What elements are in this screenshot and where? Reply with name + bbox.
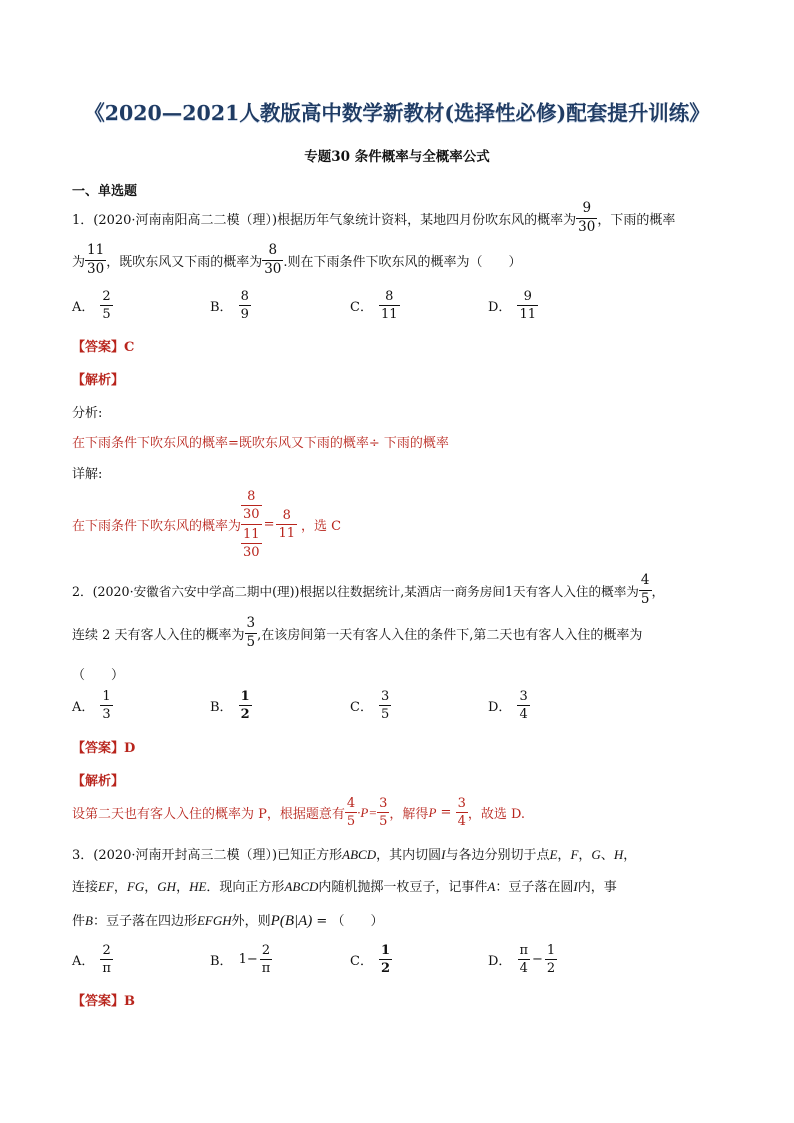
frac-den: π [102, 961, 111, 976]
q3-text: ：豆子落在圆 [495, 880, 574, 895]
frac-den: 5 [246, 633, 256, 650]
q3-text: 、 [600, 848, 614, 863]
frac-den: 2 [380, 961, 390, 976]
option-fraction [100, 690, 112, 721]
option-fraction [260, 944, 273, 975]
option-fraction [239, 690, 252, 721]
option-label: C． [350, 300, 373, 315]
option-fraction [517, 290, 538, 321]
option-label: D． [488, 954, 512, 969]
q3-text: ， [623, 848, 637, 863]
frac-8-11 [276, 509, 297, 540]
frac-num: π [519, 943, 528, 958]
frac-num: 2 [102, 289, 111, 304]
equals-sign: = [263, 517, 275, 532]
q1-stem-part2: ，下雨的概率 [597, 212, 676, 228]
q2-solution-mid: ·P= [357, 804, 378, 820]
q3-var: I [573, 879, 578, 894]
frac-num: 8 [268, 242, 278, 258]
q2-fraction-4-5 [639, 574, 652, 606]
document-title: 《2020—2021人教版高中数学新教材(选择性必修)配套提升训练》 [84, 101, 710, 125]
q3-var: HE [189, 879, 207, 894]
frac-num: 9 [523, 289, 532, 304]
frac-den: 30 [264, 260, 282, 277]
q1-detail [72, 490, 341, 559]
topic-subtitle: 专题30 条件概率与全概率公式 [304, 149, 490, 165]
section-heading: 一、单选题 [72, 184, 138, 199]
frac-num: 3 [379, 796, 388, 811]
q3-text: 连接 [72, 880, 99, 895]
frac-den: 30 [243, 545, 260, 560]
q1-line1 [72, 202, 675, 234]
sol-frac-3-5 [377, 797, 389, 828]
option-fraction [239, 290, 251, 321]
q3-option-d[interactable] [488, 944, 557, 975]
q3-text: ， [113, 880, 127, 895]
option-fraction [545, 944, 557, 975]
option-fraction [100, 944, 113, 975]
frac-den: 3 [102, 707, 111, 722]
option-fraction [100, 290, 112, 321]
q2-fraction-3-5 [245, 617, 258, 649]
frac-8-30 [241, 490, 262, 521]
q1-option-d[interactable] [488, 290, 538, 321]
q3-line3 [72, 910, 383, 930]
q3-option-b[interactable] [210, 944, 272, 975]
var-p: P [428, 804, 437, 820]
q3-var: GH [157, 879, 177, 894]
frac-num: 8 [385, 289, 394, 304]
q2-stem-part2: ， [651, 584, 665, 600]
q1-detail-suffix: ，选 C [301, 519, 342, 534]
q3-text: ：豆子落在四边形 [92, 914, 197, 929]
option-label: D． [488, 300, 512, 315]
frac-num: 9 [582, 200, 592, 216]
frac-num: 1 [102, 689, 111, 704]
frac-num: 1 [546, 943, 556, 958]
option-fraction [379, 944, 392, 975]
option-prefix: 1− [238, 952, 258, 967]
q3-answer: 【答案】B [72, 994, 135, 1009]
frac-den: 30 [578, 218, 596, 235]
option-label: B． [210, 300, 233, 315]
q3-prob-expr: P(B|A) [270, 913, 313, 929]
frac-den: 2 [546, 961, 556, 976]
q1-fenxi-label: 分析: [72, 406, 103, 421]
q1-stem-part4: ，既吹东风又下雨的概率为 [106, 254, 263, 270]
frac-11-30 [241, 528, 262, 559]
option-label: B． [210, 700, 233, 715]
option-label: A． [72, 300, 95, 315]
q3-var: EF [98, 879, 114, 894]
q1-analysis-label: 【解析】 [72, 373, 125, 388]
option-label: C． [350, 954, 373, 969]
option-fraction [517, 944, 530, 975]
frac-num: 3 [457, 796, 466, 811]
frac-num: 1 [240, 689, 250, 704]
q3-text: ．现向正方形 [206, 880, 285, 895]
q1-detail-prefix: 在下雨条件下吹东风的概率为 [72, 519, 242, 534]
q1-fraction-11-30 [85, 244, 106, 276]
frac-den: 11 [519, 307, 536, 322]
q1-fenxi-text: 在下雨条件下吹东风的概率=既吹东风又下雨的概率÷ 下雨的概率 [72, 436, 449, 451]
q3-text: ， [578, 848, 592, 863]
q3-text: ，其内切圆 [376, 848, 442, 863]
frac-num: 3 [246, 615, 256, 631]
q2-solution [72, 797, 525, 828]
q3-var: A [487, 879, 496, 894]
q3-text: 3．(2020·河南开封高三二模（理）)已知正方形 [72, 848, 343, 863]
frac-num: 8 [282, 508, 291, 523]
option-label: D． [488, 700, 512, 715]
q2-stem-part1: 2．(2020·安徽省六安中学高二期中(理))根据以往数据统计,某酒店一商务房间1天有客人入住的概率为 [72, 583, 639, 599]
q3-text: ， [176, 880, 190, 895]
frac-num: 11 [87, 242, 105, 258]
q3-option-c[interactable] [350, 944, 392, 975]
option-label: C． [350, 700, 373, 715]
q2-answer: 【答案】D [72, 741, 136, 756]
q2-stem-part4: ,在该房间第一天有客人入住的条件下,第二天也有客人入住的概率为 [257, 627, 643, 643]
frac-num: 8 [240, 289, 249, 304]
frac-den: 30 [243, 507, 260, 522]
frac-num: 3 [380, 689, 390, 704]
q3-line2 [72, 876, 617, 895]
frac-num: 2 [261, 943, 271, 958]
q1-fraction-8-30 [262, 244, 283, 276]
option-label: A． [72, 954, 95, 969]
q3-text: 与各边分别切于点 [445, 848, 550, 863]
q3-text: 内随机抛掷一枚豆子，记事件 [318, 880, 488, 895]
q3-var: G [591, 847, 601, 862]
option-fraction [517, 690, 529, 721]
q1-line2 [72, 244, 522, 276]
q1-answer: 【答案】C [72, 340, 135, 355]
frac-den: 4 [457, 814, 466, 829]
frac-den: 5 [102, 307, 111, 322]
frac-num: 3 [519, 689, 528, 704]
q1-option-c[interactable] [350, 290, 400, 321]
q3-text: ， [144, 880, 158, 895]
q3-var: ABCD [284, 879, 319, 894]
frac-den: 5 [346, 814, 356, 829]
frac-num: 4 [346, 796, 356, 811]
frac-num: 8 [247, 489, 256, 504]
frac-den: 5 [380, 707, 390, 722]
q3-var: B [85, 913, 93, 928]
frac-num: 4 [640, 572, 650, 588]
q2-solution-suffix: ，故选 D. [467, 807, 526, 822]
q2-solution-mid2: ，解得 [389, 807, 429, 822]
q2-line1 [72, 574, 665, 606]
frac-den: π [261, 961, 271, 976]
frac-num: 2 [102, 943, 111, 958]
frac-den: 5 [379, 814, 388, 829]
q2-line2 [72, 617, 642, 649]
sol-frac-3-4 [456, 797, 468, 828]
compound-top [241, 490, 262, 524]
q2-option-b[interactable] [210, 690, 252, 721]
q3-text: 件 [72, 914, 86, 929]
q1-option-b[interactable] [210, 290, 251, 321]
q1-stem-part3: 为 [72, 254, 86, 270]
frac-den: 4 [519, 961, 528, 976]
frac-den: 11 [380, 307, 398, 322]
frac-den: 9 [240, 307, 249, 322]
q2-analysis-label: 【解析】 [72, 774, 125, 789]
q2-option-c[interactable] [350, 690, 391, 721]
sol-frac-4-5 [345, 797, 357, 828]
q3-text: 外，则 [231, 914, 271, 929]
q3-var: ABCD [342, 847, 377, 862]
q3-line1 [72, 844, 636, 863]
q3-var: FG [126, 879, 145, 894]
q1-fraction-9-30 [576, 202, 597, 234]
option-fraction [379, 290, 400, 321]
q2-stem-part3: 连续 2 天有客人入住的概率为 [72, 627, 245, 643]
q2-option-d[interactable] [488, 690, 530, 721]
frac-num: 1 [380, 943, 390, 958]
option-label: B． [210, 954, 233, 969]
compound-bottom [241, 524, 262, 559]
frac-den: 5 [640, 590, 650, 607]
option-label: A． [72, 700, 95, 715]
q1-compound-fraction [241, 490, 262, 559]
q3-var: H [613, 847, 624, 862]
frac-den: 11 [278, 526, 296, 541]
q3-text: 内，事 [577, 880, 617, 895]
q3-text: = （ ） [312, 914, 384, 929]
option-fraction [379, 690, 391, 721]
q3-text: ， [557, 848, 571, 863]
q1-option-a[interactable] [72, 290, 113, 321]
q2-option-a[interactable] [72, 690, 113, 721]
equals-sign: = [436, 805, 456, 820]
q1-stem-part5: .则在下雨条件下吹东风的概率为（ ） [283, 254, 522, 270]
q1-stem-part1: 1．(2020·河南南阳高二二模（理）)根据历年气象统计资料，某地四月份吹东风的概率为 [72, 212, 577, 228]
q2-solution-prefix: 设第二天也有客人入住的概率为 P，根据题意有 [72, 807, 345, 822]
q3-var: E [549, 847, 558, 862]
q3-var: EFGH [196, 913, 232, 928]
frac-num: 11 [243, 527, 260, 542]
minus-sign: − [531, 952, 543, 967]
q3-option-a[interactable] [72, 944, 113, 975]
frac-den: 2 [240, 707, 250, 722]
frac-den: 4 [519, 707, 528, 722]
q2-blank: （ ） [72, 668, 125, 683]
q3-var: F [570, 847, 579, 862]
q3-var: I [441, 847, 446, 862]
frac-den: 30 [87, 260, 105, 277]
q1-xiangjie-label: 详解: [72, 467, 103, 482]
